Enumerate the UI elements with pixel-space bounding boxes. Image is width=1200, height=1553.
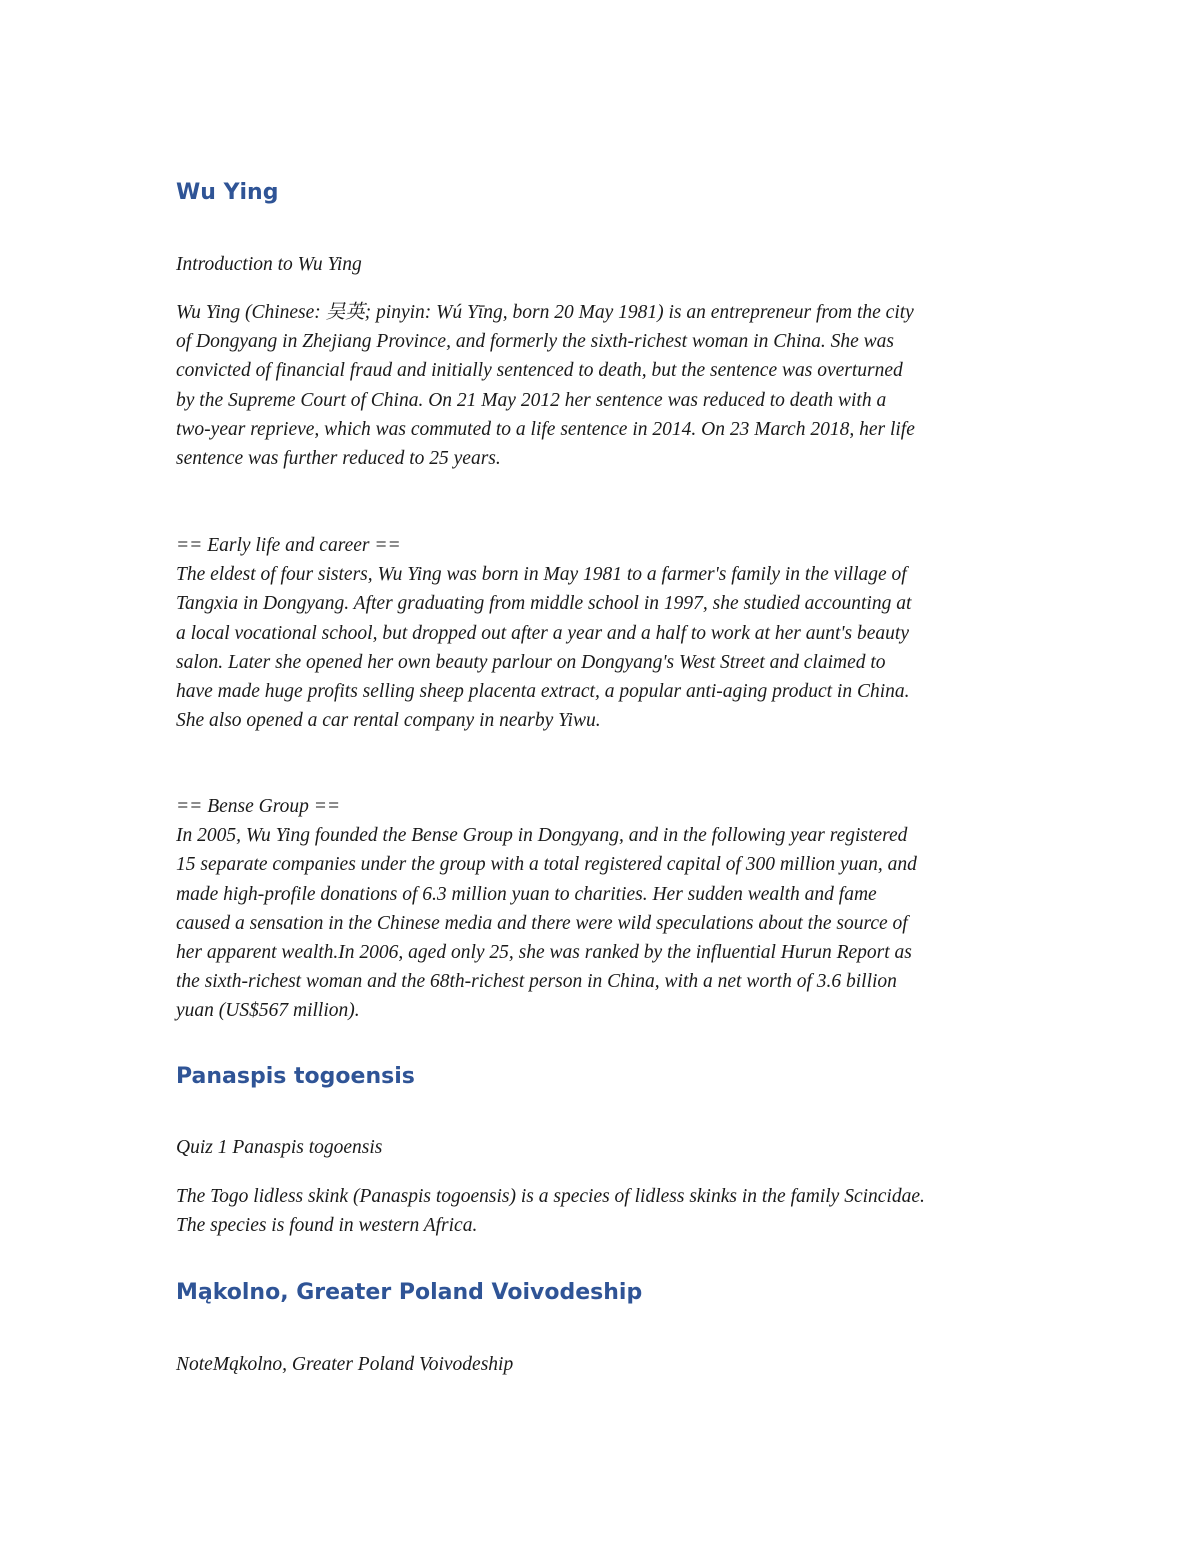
- text-line: In 2005, Wu Ying founded the Bense Group in Dongyang, and in the following year registered: [176, 825, 908, 847]
- text-line: 15 separate companies under the group with a total registered capital of 300 million yuan, and: [176, 854, 917, 876]
- heading-panaspis-togoensis: Panaspis togoensis: [176, 1064, 415, 1089]
- text-line: yuan (US$567 million).: [176, 1000, 360, 1022]
- subtitle-panaspis-togoensis: Quiz 1 Panaspis togoensis: [176, 1137, 383, 1158]
- text-line: her apparent wealth.In 2006, aged only 25, she was ranked by the influential Hurun Report as: [176, 942, 912, 964]
- text-line: by the Supreme Court of China. On 21 May 2012 her sentence was reduced to death with a: [176, 389, 887, 411]
- text-line: == Early life and career ==: [176, 535, 401, 556]
- text-line: of Dongyang in Zhejiang Province, and formerly the sixth-richest woman in China. She was: [176, 331, 894, 353]
- text-line: have made huge profits selling sheep placenta extract, a popular anti-aging product in China.: [176, 681, 910, 703]
- text-line: == Bense Group ==: [176, 796, 341, 817]
- paragraph-wu-ying-intro: [176, 298, 1036, 473]
- subtitle-makolno: NoteMąkolno, Greater Poland Voivodeship: [176, 1354, 514, 1375]
- text-line: caused a sensation in the Chinese media and there were wild speculations about the source of: [176, 912, 908, 934]
- text-line: salon. Later she opened her own beauty parlour on Dongyang's West Street and claimed to: [176, 651, 886, 673]
- text-line: the sixth-richest woman and the 68th-richest person in China, with a net worth of 3.6 billion: [176, 971, 897, 993]
- text-line: made high-profile donations of 6.3 million yuan to charities. Her sudden wealth and fame: [176, 883, 877, 905]
- text-line: Wu Ying (Chinese: 吴英; pinyin: Wú Yīng, born 20 May 1981) is an entrepreneur from the city: [176, 302, 914, 323]
- text-line: The eldest of four sisters, Wu Ying was born in May 1981 to a farmer's family in the village of: [176, 564, 907, 586]
- paragraph-bense-group: [176, 792, 1036, 1026]
- heading-makolno: Mąkolno, Greater Poland Voivodeship: [176, 1280, 643, 1305]
- text-line: The species is found in western Africa.: [176, 1215, 478, 1237]
- text-line: a local vocational school, but dropped out after a year and a half to work at her aunt's beauty: [176, 622, 909, 644]
- paragraph-panaspis-togoensis: [176, 1182, 1036, 1240]
- text-line: The Togo lidless skink (Panaspis togoensis) is a species of lidless skinks in the family Scincidae.: [176, 1186, 925, 1207]
- text-line: two-year reprieve, which was commuted to a life sentence in 2014. On 23 March 2018, her life: [176, 418, 915, 440]
- subtitle-wu-ying: Introduction to Wu Ying: [176, 254, 362, 275]
- text-line: Tangxia in Dongyang. After graduating from middle school in 1997, she studied accounting at: [176, 593, 912, 615]
- text-line: sentence was further reduced to 25 years.: [176, 448, 501, 470]
- text-line: She also opened a car rental company in nearby Yiwu.: [176, 710, 601, 732]
- heading-wu-ying: Wu Ying: [176, 180, 279, 205]
- paragraph-early-life: [176, 531, 1036, 735]
- text-line: convicted of financial fraud and initially sentenced to death, but the sentence was overturned: [176, 360, 903, 382]
